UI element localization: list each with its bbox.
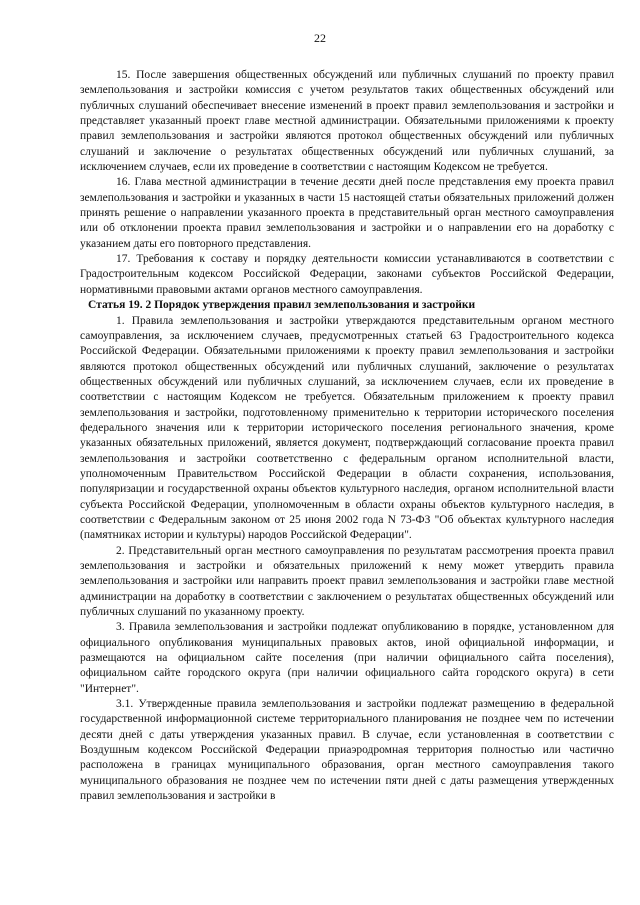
- paragraph-3-1: 3.1. Утвержденные правила землепользования и застройки подлежат размещению в федеральной государственной информационной системе территориального планирования не позднее чем по истечении десяти дней с даты утверждения указанных правил. В случае, если установленная в соответствии с Воздушным кодексом Российской Федерации приаэродромная территория полностью или частично расположена в границах муниципального образования, орган местного самоуправления такого муниципального образования не позднее чем по истечении пяти дней с даты размещения утвержденных правил землепользования и застройки в: [80, 698, 614, 803]
- page-number: 22: [314, 31, 326, 45]
- article-heading: Статья 19. 2 Порядок утверждения правил землепользования и застройки: [88, 299, 476, 312]
- paragraph-16: 16. Глава местной администрации в течение десяти дней после представления ему проекта правил землепользования и застройки и указанных в части 15 настоящей статьи обязательных приложений должен принять решение о направлении указанного проекта в представительный орган местного самоуправления или об отклонении проекта правил землепользования и застройки и о направлении его на доработку с указанием даты его повторного представления.: [80, 176, 614, 250]
- paragraph-17: 17. Требования к составу и порядку деятельности комиссии устанавливаются в соответствии с Градостроительным кодексом Российской Федерации, законами субъектов Российской Федерации, нормативными правовыми актами органов местного самоуправления.: [80, 253, 614, 296]
- paragraph-1: 1. Правила землепользования и застройки утверждаются представительным органом местного самоуправления, за исключением случаев, предусмотренных статьей 63 Градостроительного кодекса Российской Федерации. Обязательными приложениями к проекту правил землепользования и застройки являются протокол общественных обсуждений или публичных слушаний, заключение о результатах общественных обсуждений или публичных слушаний, за исключением случаев, если их проведение в соответствии с настоящим Кодексом не требуется. Обязательным приложением к проекту правил землепользования и застройки, подготовленному применительно к территории исторического поселения федерального значения или к территории исторического поселения регионального значения, кроме указанных обязательных приложений, является документ, подтверждающий согласование проекта правил землепользования и застройки соответственно с федеральным органом исполнительной власти, уполномоченным Правительством Российской Федерации в области сохранения, использования, популяризации и государственной охраны объектов культурного наследия, органом исполнительной власти субъекта Российской Федерации, уполномоченным в области охраны объектов культурного наследия, в соответствии с Федеральным законом от 25 июня 2002 года N 73-ФЗ "Об объектах культурного наследия (памятниках истории и культуры) народов Российской Федерации".: [80, 314, 614, 542]
- paragraph-2: 2. Представительный орган местного самоуправления по результатам рассмотрения проекта правил землепользования и застройки и обязательных приложений к нему может утвердить правила землепользования и застройки или направить проект правил землепользования и застройки главе местной администрации на доработку в соответствии с заключением о результатах общественных обсуждений или публичных слушаний по указанному проекту.: [80, 544, 614, 619]
- paragraph-15: 15. После завершения общественных обсуждений или публичных слушаний по проекту правил землепользования и застройки комиссия с учетом результатов таких общественных обсуждений или публичных слушаний обеспечивает внесение изменений в проект правил землепользования и застройки и представляет указанный проект главе местной администрации. Обязательными приложениями к проекту правил землепользования и застройки являются протокол общественных обсуждений или публичных слушаний и заключение о результатах общественных обсуждений или публичных слушаний, за исключением случаев, если их проведение в соответствии с настоящим Кодексом не требуется.: [80, 69, 614, 174]
- document-body: [80, 68, 614, 805]
- paragraph-3: 3. Правила землепользования и застройки подлежат опубликованию в порядке, установленном для официального опубликования муниципальных правовых актов, иной официальной информации, и размещаются на официальном сайте поселения (при наличии официального сайта поселения), официальном сайте городского округа (при наличии официального сайта городского округа) в сети "Интернет".: [80, 621, 614, 695]
